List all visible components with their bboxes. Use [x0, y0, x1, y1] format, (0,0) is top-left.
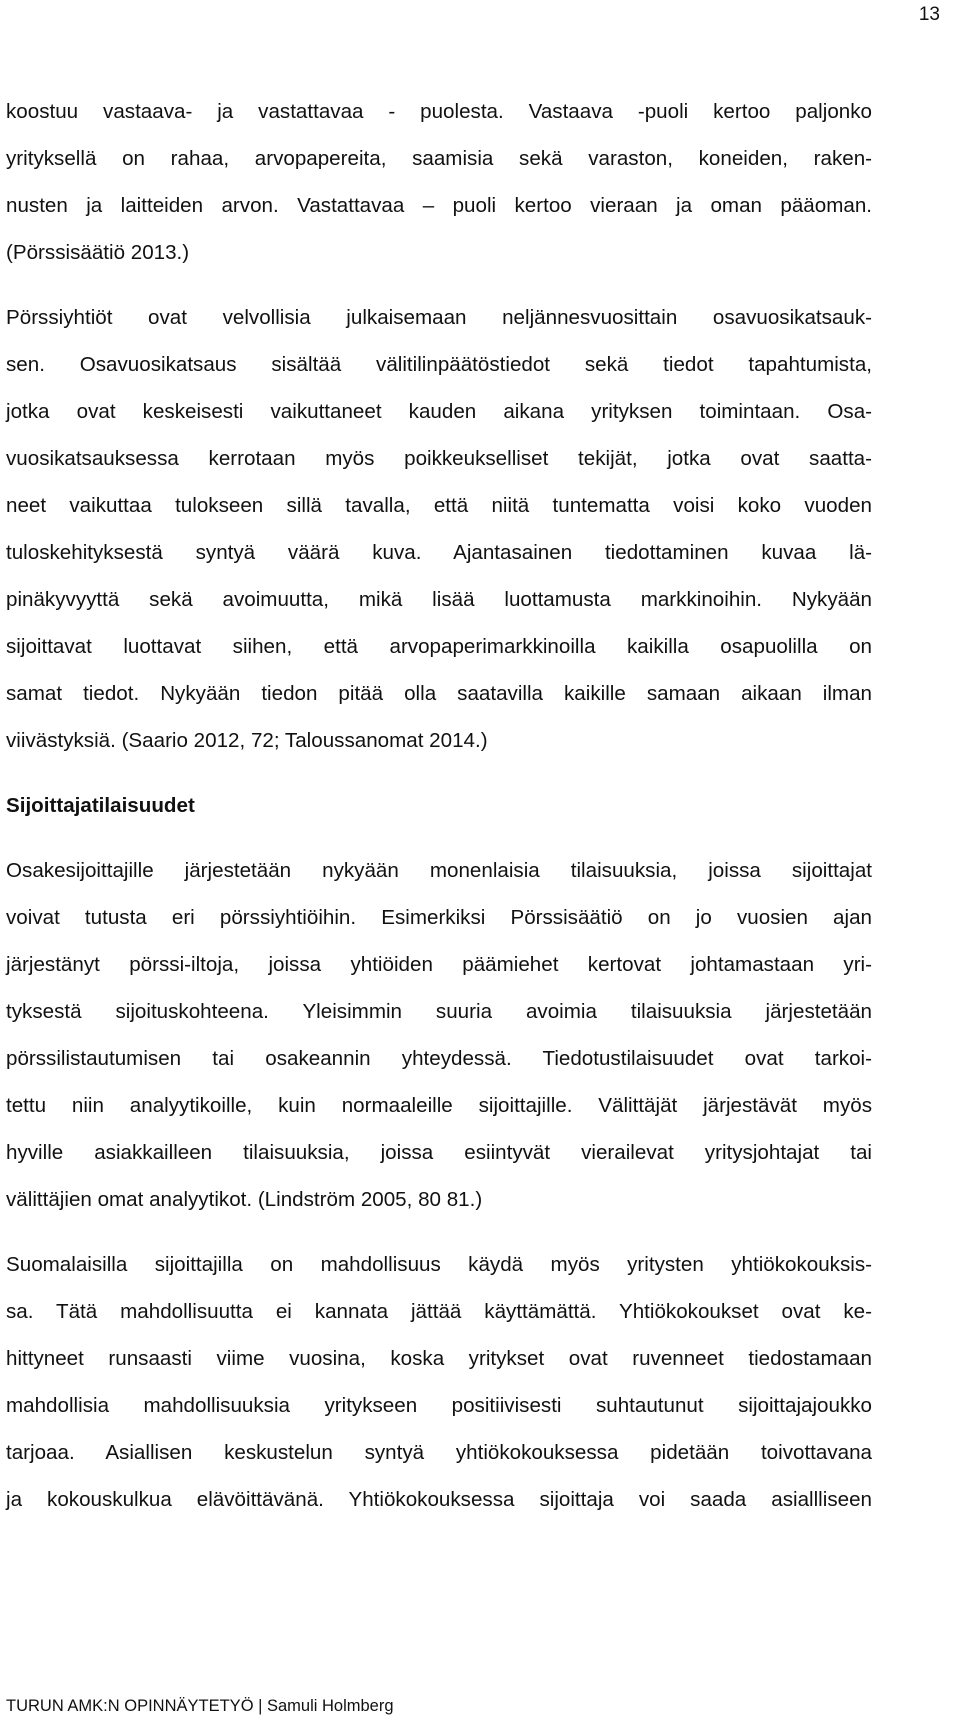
text-line: koostuu vastaava- ja vastattavaa - puolesta. Vastaava -puoli kertoo paljonko	[6, 100, 872, 123]
text-line: neet vaikuttaa tulokseen sillä tavalla, että niitä tuntematta voisi koko vuoden	[6, 494, 872, 517]
text-line: tettu niin analyytikoille, kuin normaaleille sijoittajille. Välittäjät järjestävät myös	[6, 1094, 872, 1117]
text-line: viivästyksiä. (Saario 2012, 72; Taloussanomat 2014.)	[6, 729, 488, 752]
text-line: yrityksellä on rahaa, arvopapereita, saamisia sekä varaston, koneiden, raken-	[6, 147, 872, 170]
text-line: tuloskehityksestä syntyä väärä kuva. Ajantasainen tiedottaminen kuvaa lä-	[6, 541, 872, 564]
text-line: sen. Osavuosikatsaus sisältää välitilinpäätöstiedot sekä tiedot tapahtumista,	[6, 353, 872, 376]
text-line: samat tiedot. Nykyään tiedon pitää olla saatavilla kaikille samaan aikaan ilman	[6, 682, 872, 705]
text-line: ja kokouskulkua elävöittävänä. Yhtiökokouksessa sijoittaja voi saada asiallliseen	[6, 1488, 872, 1511]
text-line: järjestänyt pörssi-iltoja, joissa yhtiöiden päämiehet kertovat johtamastaan yri-	[6, 953, 872, 976]
text-line: sijoittavat luottavat siihen, että arvopaperimarkkinoilla kaikilla osapuolilla on	[6, 635, 872, 658]
text-line: tarjoaa. Asiallisen keskustelun syntyä yhtiökokouksessa pidetään toivottavana	[6, 1441, 872, 1464]
text-line: nusten ja laitteiden arvon. Vastattavaa – puoli kertoo vieraan ja oman pääoman.	[6, 194, 872, 217]
text-line: sa. Tätä mahdollisuutta ei kannata jättää käyttämättä. Yhtiökokoukset ovat ke-	[6, 1300, 872, 1323]
text-line: mahdollisia mahdollisuuksia yritykseen positiivisesti suhtautunut sijoittajajoukko	[6, 1394, 872, 1417]
paragraph-balance-sheet	[6, 88, 872, 276]
section-heading: Sijoittajatilaisuudet	[6, 794, 195, 817]
text-line: pörssilistautumisen tai osakeannin yhteydessä. Tiedotustilaisuudet ovat tarkoi-	[6, 1047, 872, 1070]
text-line: Suomalaisilla sijoittajilla on mahdollisuus käydä myös yritysten yhtiökokouksis-	[6, 1253, 872, 1276]
text-line: voivat tutusta eri pörssiyhtiöihin. Esimerkiksi Pörssisäätiö on jo vuosien ajan	[6, 906, 872, 929]
document-body	[6, 88, 872, 1523]
text-line: Pörssiyhtiöt ovat velvollisia julkaisemaan neljännesvuosittain osavuosikatsauk-	[6, 306, 872, 329]
text-line: hittyneet runsaasti viime vuosina, koska yritykset ovat ruvenneet tiedostamaan	[6, 1347, 872, 1370]
text-line: vuosikatsauksessa kerrotaan myös poikkeukselliset tekijät, jotka ovat saatta-	[6, 447, 872, 470]
paragraph-interim-reports	[6, 294, 872, 764]
text-line: Osakesijoittajille järjestetään nykyään monenlaisia tilaisuuksia, joissa sijoittajat	[6, 859, 872, 882]
text-line: tyksestä sijoituskohteena. Yleisimmin suuria avoimia tilaisuuksia järjestetään	[6, 1000, 872, 1023]
paragraph-investor-events	[6, 847, 872, 1223]
text-line: hyville asiakkailleen tilaisuuksia, joissa esiintyvät vierailevat yritysjohtajat tai	[6, 1141, 872, 1164]
text-line: pinäkyvyyttä sekä avoimuutta, mikä lisää luottamusta markkinoihin. Nykyään	[6, 588, 872, 611]
text-line: jotka ovat keskeisesti vaikuttaneet kauden aikana yrityksen toimintaan. Osa-	[6, 400, 872, 423]
text-line: (Pörssisäätiö 2013.)	[6, 241, 190, 264]
page-footer: TURUN AMK:N OPINNÄYTETYÖ | Samuli Holmberg	[6, 1697, 394, 1715]
page-number: 13	[918, 4, 940, 25]
text-line: välittäjien omat analyytikot. (Lindström 2005, 80 81.)	[6, 1188, 483, 1211]
paragraph-general-meetings	[6, 1241, 872, 1523]
